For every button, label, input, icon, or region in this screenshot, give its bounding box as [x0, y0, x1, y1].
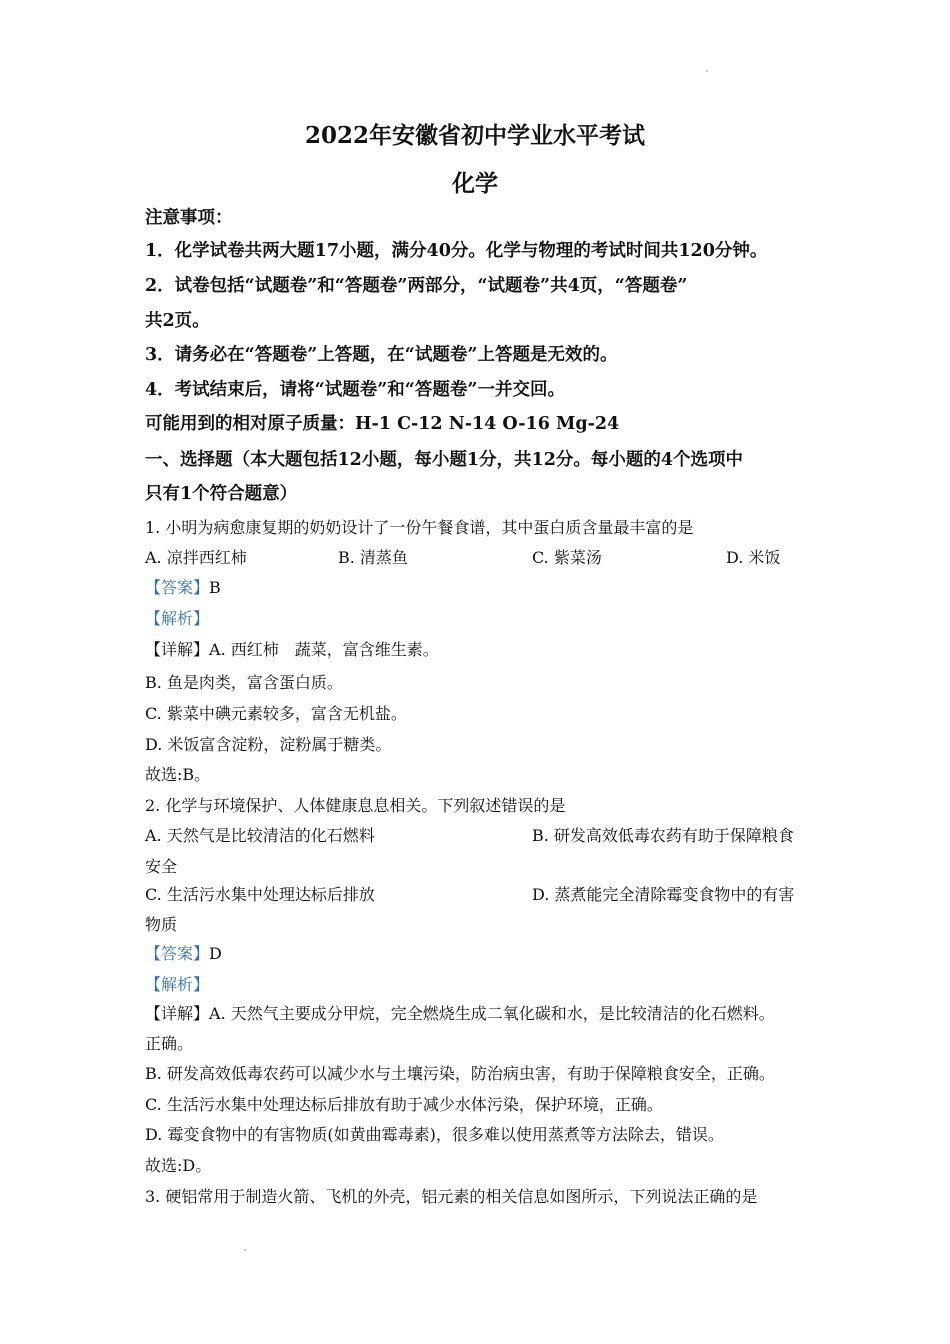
detail-tag: 【详解】 — [145, 640, 210, 659]
question-stem: 3. 硬铝常用于制造火箭、飞机的外壳，铝元素的相关信息如图所示，下列说法正确的是 — [145, 1187, 758, 1206]
detail-text: A. 天然气主要成分甲烷，完全燃烧生成二氧化碳和水，是比较清洁的化石燃料。 — [209, 1004, 775, 1023]
answer-value: D — [209, 944, 222, 963]
answer-value: B — [209, 578, 221, 597]
question-stem: 1. 小明为病愈康复期的奶奶设计了一份午餐食谱，其中蛋白质含量最丰富的是 — [145, 518, 694, 537]
option-b: B. 研发高效低毒农药有助于保障粮食 — [532, 826, 794, 845]
notice-item: 共2页。 — [145, 311, 210, 331]
option-a: A. 天然气是比较清洁的化石燃料 — [145, 826, 375, 845]
detail-line: D. 霉变食物中的有害物质(如黄曲霉毒素)，很多难以使用蒸煮等方法除去，错误。 — [145, 1125, 724, 1144]
scan-dot — [706, 70, 708, 72]
notice-item: 3．请务必在“答题卷”上答题，在“试题卷”上答题是无效的。 — [145, 345, 618, 365]
detail-text: A. 西红柿 蔬菜，富含维生素。 — [209, 640, 439, 659]
atomic-mass-line: 可能用到的相对原子质量：H-1 C-12 N-14 O-16 Mg-24 — [145, 414, 620, 434]
option-d-continued: 物质 — [145, 915, 178, 934]
answer-tag: 【答案】 — [145, 578, 210, 597]
notice-item: 1．化学试卷共两大题17小题，满分40分。化学与物理的考试时间共120分钟。 — [145, 241, 768, 261]
exam-title: 2022年安徽省初中学业水平考试 — [304, 122, 645, 149]
option-b-continued: 安全 — [145, 857, 178, 876]
option-d: D. 蒸煮能完全清除霉变食物中的有害 — [532, 885, 795, 904]
detail-line: C. 生活污水集中处理达标后排放有助于减少水体污染，保护环境，正确。 — [145, 1095, 663, 1114]
detail-line: 故选:D。 — [145, 1156, 212, 1175]
detail-line: C. 紫菜中碘元素较多，富含无机盐。 — [145, 704, 407, 723]
question-stem: 2. 化学与环境保护、人体健康息息相关。下列叙述错误的是 — [145, 796, 566, 815]
section-heading: 一、选择题（本大题包括12小题，每小题1分，共12分。每小题的4个选项中 — [145, 450, 744, 470]
scan-dot — [244, 1249, 246, 1251]
subject-title: 化学 — [452, 170, 498, 197]
notice-item: 4．考试结束后，请将“试题卷”和“答题卷”一并交回。 — [145, 380, 565, 400]
detail-line: 正确。 — [145, 1034, 194, 1053]
detail-line: B. 鱼是肉类，富含蛋白质。 — [145, 673, 343, 692]
option-d: D. 米饭 — [726, 548, 781, 567]
option-a: A. 凉拌西红柿 — [145, 548, 247, 567]
analysis-tag: 【解析】 — [145, 609, 210, 628]
detail-line: B. 研发高效低毒农药可以减少水与土壤污染，防治病虫害，有助于保障粮食安全，正确。 — [145, 1064, 775, 1083]
option-c: C. 生活污水集中处理达标后排放 — [145, 885, 375, 904]
detail-line: 故选:B。 — [145, 765, 211, 784]
option-b: B. 清蒸鱼 — [338, 548, 408, 567]
detail-tag: 【详解】 — [145, 1004, 210, 1023]
detail-line — [145, 1003, 775, 1025]
answer-line — [145, 943, 222, 965]
detail-line — [145, 639, 439, 661]
notice-item: 2．试卷包括“试题卷”和“答题卷”两部分，“试题卷”共4页，“答题卷” — [145, 276, 688, 296]
analysis-tag: 【解析】 — [145, 975, 210, 994]
section-heading: 只有1个符合题意） — [145, 484, 298, 504]
answer-line — [145, 577, 221, 599]
answer-tag: 【答案】 — [145, 944, 210, 963]
notice-heading: 注意事项： — [145, 208, 233, 228]
detail-line: D. 米饭富含淀粉，淀粉属于糖类。 — [145, 735, 392, 754]
option-c: C. 紫菜汤 — [532, 548, 602, 567]
